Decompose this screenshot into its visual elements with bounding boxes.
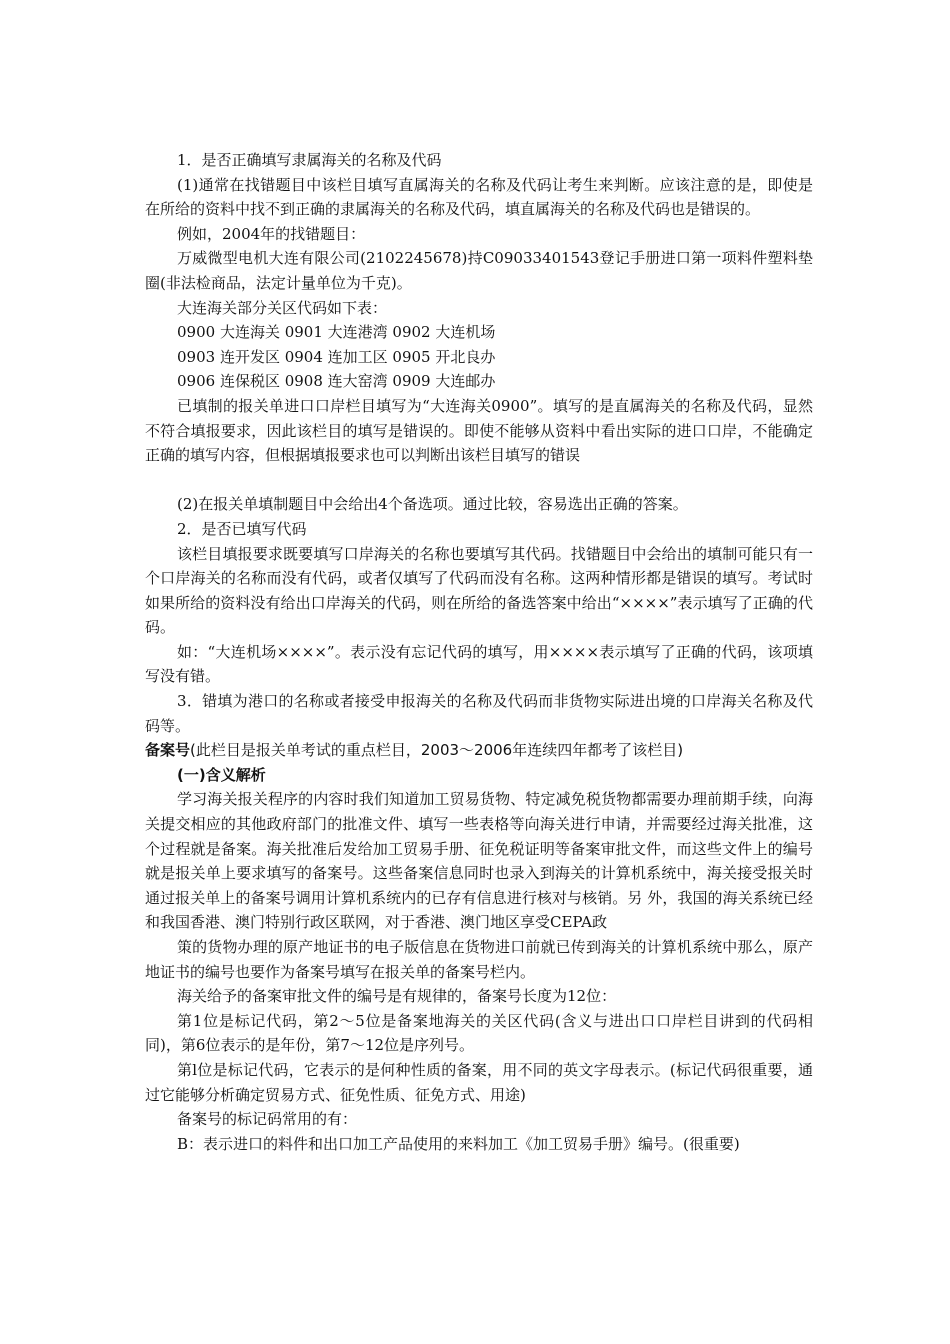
- code-table-row: 0903 连开发区 0904 连加工区 0905 开北良办: [177, 347, 496, 366]
- blank-line: [145, 468, 813, 493]
- paragraph: 策的货物办理的原产地证书的电子版信息在货物进口前就已传到海关的计算机系统中那么，原产地证书的编号也要作为备案号填写在报关单的备案号栏内。: [145, 938, 813, 981]
- paragraph: 该栏目填报要求既要填写口岸海关的名称也要填写其代码。找错题目中会给出的填制可能只有一个口岸海关的名称而没有代码，或者仅填写了代码而没有名称。这两种情形都是错误的填写。考试时如果所给的资料没有给出口岸海关的代码，则在所给的备选答案中给出“××××”表示填写了正确的代码。: [145, 544, 813, 637]
- document-body: [145, 148, 813, 1156]
- paragraph: 第1位是标记代码，第2～5位是备案地海关的关区代码(含义与进出口口岸栏目讲到的代码相同)，第6位表示的是年份，第7～12位是序列号。: [145, 1011, 813, 1055]
- paragraph: 学习海关报关程序的内容时我们知道加工贸易货物、特定减免税货物都需要办理前期手续，向海关提交相应的其他政府部门的批准文件、填写一些表格等向海关进行申请，并需要经过海关批准，这个过程就是备案。海关批准后发给加工贸易手册、征免税证明等备案审批文件，而这些文件上的编号就是报关单上要求填写的备案号。这些备案信息同时也录入到海关的计算机系统中，海关接受报关时通过报关单上的备案号调用计算机系统内的已存有信息进行核对与核销。另 外，我国的海关系统已经和我国香港、澳门特别行政区联网，对于香港、澳门地区享受CEPA政: [145, 790, 813, 932]
- paragraph: 第l位是标记代码，它表示的是何种性质的备案，用不同的英文字母表示。(标记代码很重要，通过它能够分析确定贸易方式、征免性质、征免方式、用途): [145, 1060, 813, 1104]
- paragraph: (2)在报关单填制题目中会给出4个备选项。通过比较，容易选出正确的答案。: [177, 495, 688, 514]
- section-note: (此栏目是报关单考试的重点栏目，2003～2006年连续四年都考了该栏目): [190, 741, 684, 760]
- paragraph: 例如，2004年的找错题目：: [177, 224, 366, 243]
- paragraph: 3．错填为港口的名称或者接受申报海关的名称及代码而非货物实际进出境的口岸海关名称及代码等。: [145, 692, 813, 735]
- paragraph: 1．是否正确填写隶属海关的名称及代码: [177, 151, 442, 169]
- paragraph: 如：“大连机场××××”。表示没有忘记代码的填写，用××××表示填写了正确的代码，该项填写没有错。: [145, 642, 813, 686]
- paragraph: B：表示进口的料件和出口加工产品使用的来料加工《加工贸易手册》编号。(很重要): [177, 1134, 740, 1153]
- paragraph: 2．是否已填写代码: [177, 519, 307, 538]
- code-table-row: 0906 连保税区 0908 连大窑湾 0909 大连邮办: [177, 372, 496, 391]
- paragraph: 大连海关部分关区代码如下表：: [177, 298, 388, 317]
- section-heading: [145, 738, 813, 763]
- paragraph: 已填制的报关单进口口岸栏目填写为“大连海关0900”。填写的是直属海关的名称及代码，显然不符合填报要求，因此该栏目的填写是错误的。即使不能够从资料中看出实际的进口口岸，不能确定正确的填写内容，但根据填报要求也可以判断出该栏目填写的错误: [145, 396, 813, 465]
- code-table-row: 0900 大连海关 0901 大连港湾 0902 大连机场: [177, 323, 496, 342]
- section-title: 备案号: [145, 741, 191, 760]
- section-subtitle: (一)含义解析: [177, 765, 266, 784]
- paragraph: 海关给予的备案审批文件的编号是有规律的，备案号长度为12位：: [177, 987, 617, 1006]
- paragraph: 备案号的标记码常用的有：: [177, 1110, 358, 1129]
- paragraph: (1)通常在找错题目中该栏目填写直属海关的名称及代码让考生来判断。应该注意的是，即使是在所给的资料中找不到正确的隶属海关的名称及代码，填直属海关的名称及代码也是错误的。: [145, 175, 813, 219]
- paragraph: 万威微型电机大连有限公司(2102245678)持C09033401543登记手册进口第一项料件塑料垫圈(非法检商品，法定计量单位为千克)。: [145, 249, 813, 292]
